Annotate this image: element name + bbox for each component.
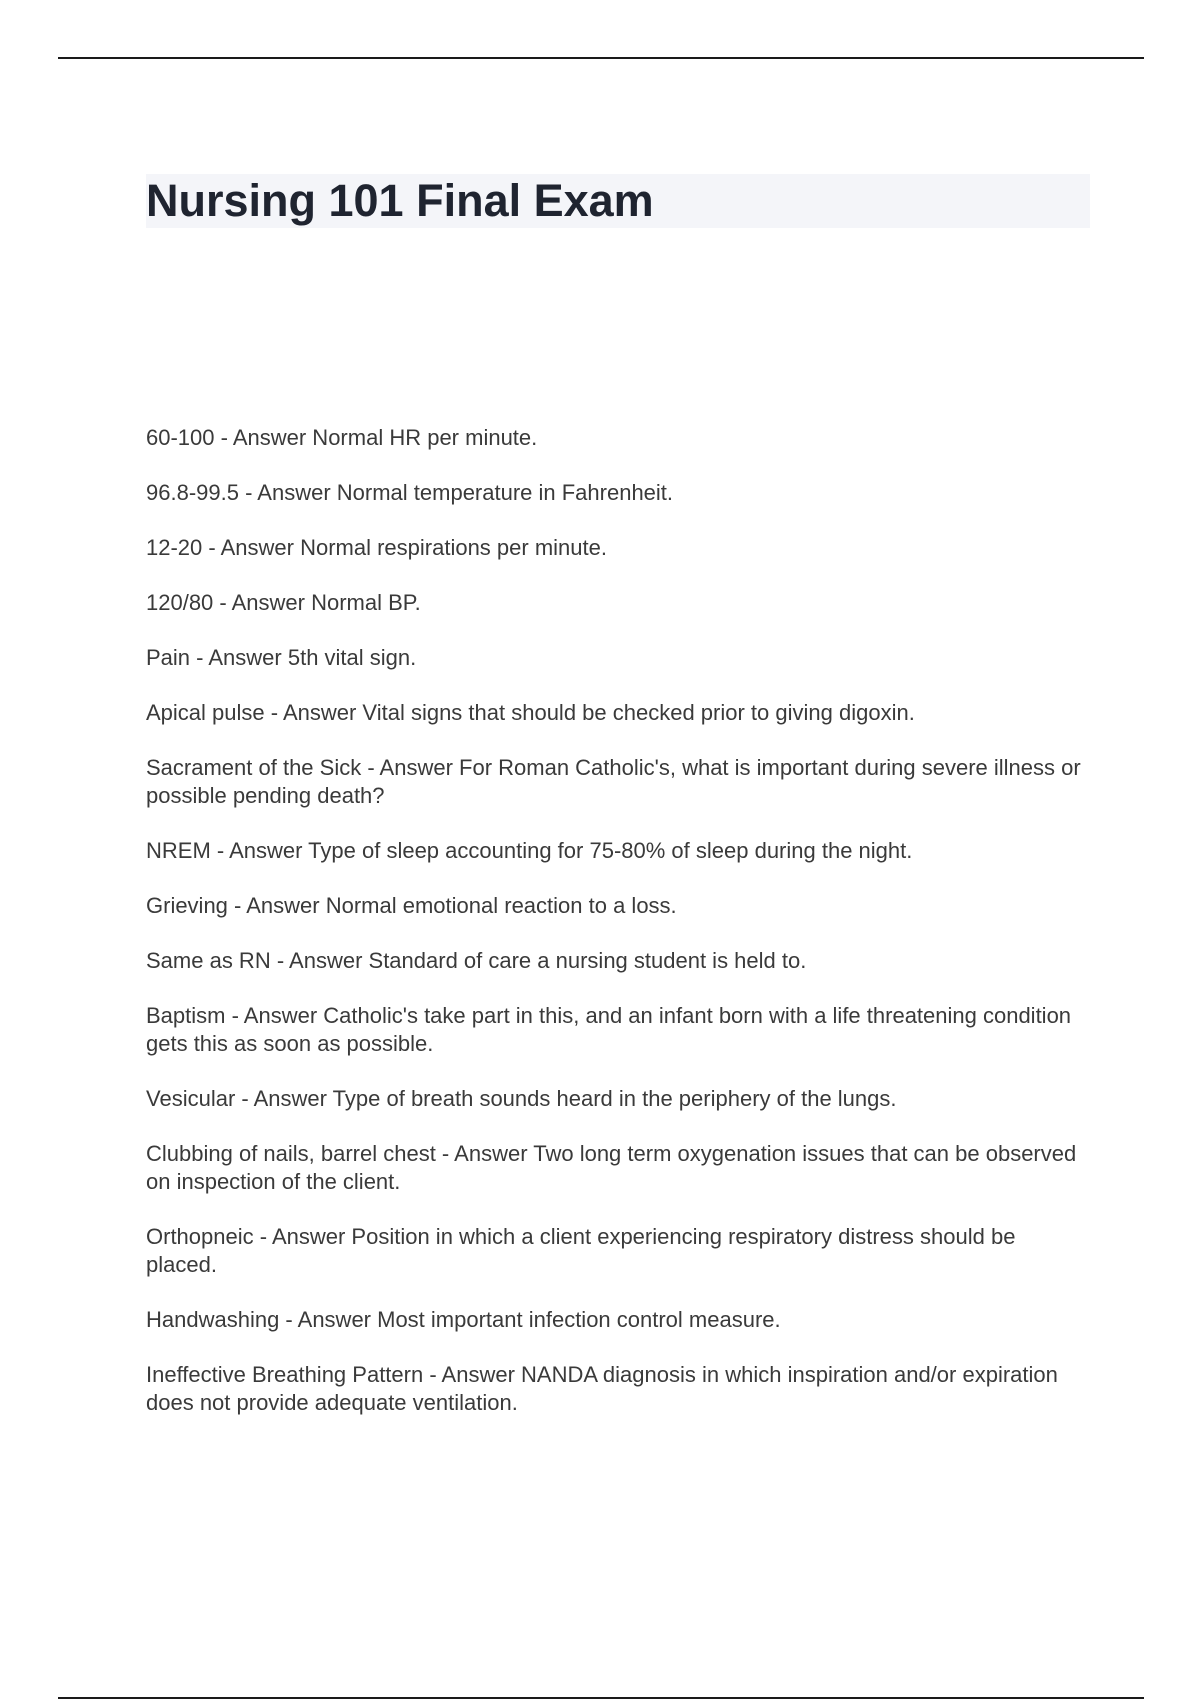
top-divider (58, 57, 1144, 59)
list-item: NREM - Answer Type of sleep accounting for 75-80% of sleep during the night. (146, 838, 913, 863)
list-item: 120/80 - Answer Normal BP. (146, 590, 421, 615)
list-item: Vesicular - Answer Type of breath sounds heard in the periphery of the lungs. (146, 1086, 897, 1111)
bottom-divider (58, 1697, 1144, 1699)
list-item: 60-100 - Answer Normal HR per minute. (146, 425, 538, 450)
list-item: Baptism - Answer Catholic's take part in this, and an infant born with a life threatening condition gets this as soon as possible. (146, 1003, 1072, 1056)
list-item: Same as RN - Answer Standard of care a nursing student is held to. (146, 948, 807, 973)
list-item: 12-20 - Answer Normal respirations per minute. (146, 535, 607, 560)
list-item: Clubbing of nails, barrel chest - Answer Two long term oxygenation issues that can be observed on inspection of the client. (146, 1141, 1077, 1194)
list-item: Apical pulse - Answer Vital signs that should be checked prior to giving digoxin. (146, 700, 915, 725)
list-item: 96.8-99.5 - Answer Normal temperature in Fahrenheit. (146, 480, 674, 505)
qa-list (146, 424, 1086, 1444)
list-item: Sacrament of the Sick - Answer For Roman Catholic's, what is important during severe illness or possible pending death? (146, 755, 1081, 808)
list-item: Orthopneic - Answer Position in which a client experiencing respiratory distress should be placed. (146, 1224, 1016, 1277)
list-item: Grieving - Answer Normal emotional reaction to a loss. (146, 893, 677, 918)
page-title: Nursing 101 Final Exam (146, 175, 654, 226)
list-item: Pain - Answer 5th vital sign. (146, 645, 417, 670)
list-item: Handwashing - Answer Most important infection control measure. (146, 1307, 781, 1332)
list-item: Ineffective Breathing Pattern - Answer NANDA diagnosis in which inspiration and/or expiration does not provide adequate ventilation. (146, 1362, 1058, 1415)
